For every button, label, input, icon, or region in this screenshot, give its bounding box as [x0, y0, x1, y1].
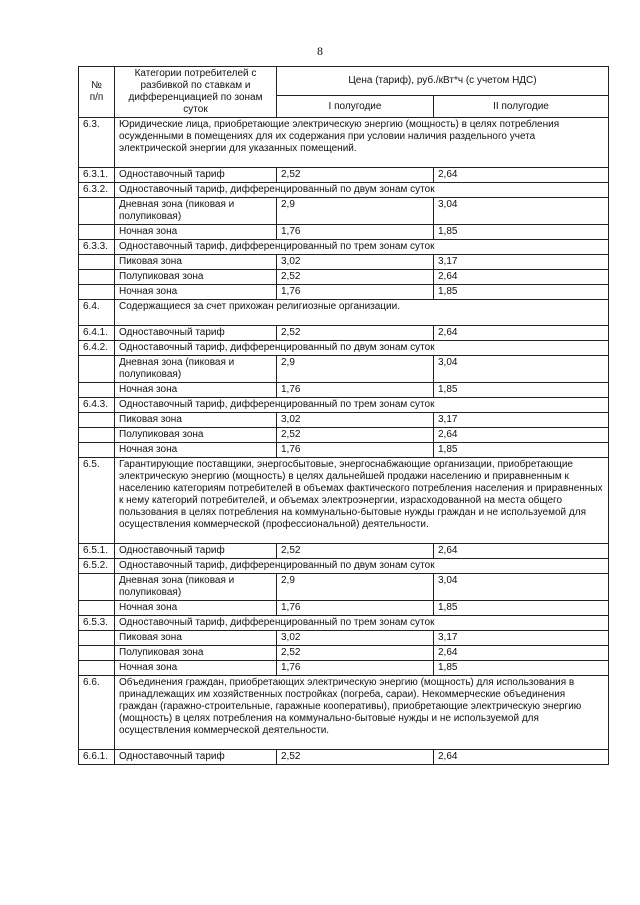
- zone-row: [79, 198, 609, 225]
- price-second-half: 1,85: [434, 443, 609, 458]
- zone-label: Полупиковая зона: [115, 428, 277, 443]
- price-second-half: 1,85: [434, 285, 609, 300]
- price-first-half: 2,52: [277, 544, 434, 559]
- row-number-empty: [79, 428, 115, 443]
- tariff-label: Одноставочный тариф: [115, 326, 277, 341]
- group-row: [79, 616, 609, 631]
- section-row: [79, 676, 609, 750]
- price-second-half: 2,64: [434, 168, 609, 183]
- row-number: 6.3.3.: [79, 240, 115, 255]
- zone-row: [79, 285, 609, 300]
- zone-label: Дневная зона (пиковая и полупиковая): [115, 574, 277, 601]
- zone-row: [79, 443, 609, 458]
- price-first-half: 1,76: [277, 601, 434, 616]
- zone-label: Ночная зона: [115, 601, 277, 616]
- price-second-half: 2,64: [434, 646, 609, 661]
- price-first-half: 1,76: [277, 443, 434, 458]
- zone-row: [79, 413, 609, 428]
- price-second-half: 3,04: [434, 198, 609, 225]
- zone-label: Полупиковая зона: [115, 646, 277, 661]
- zone-row: [79, 225, 609, 240]
- row-number-empty: [79, 198, 115, 225]
- zone-row: [79, 255, 609, 270]
- price-second-half: 2,64: [434, 750, 609, 765]
- zone-row: [79, 383, 609, 398]
- tariff-table: [78, 66, 609, 765]
- group-row: [79, 341, 609, 356]
- row-number: 6.3.2.: [79, 183, 115, 198]
- row-number-empty: [79, 285, 115, 300]
- table-header: [79, 67, 609, 118]
- zone-label: Ночная зона: [115, 443, 277, 458]
- row-number-empty: [79, 255, 115, 270]
- price-first-half: 2,52: [277, 270, 434, 285]
- price-second-half: 2,64: [434, 544, 609, 559]
- row-number: 6.3.: [79, 118, 115, 168]
- section-title: Объединения граждан, приобретающих электрическую энергию (мощность) для использования в принадлежащих им хозяйственных постройках (погреба, сараи). Некоммерческие объединения граждан (гаражно-строительные, гаражные кооперативы), приобретающие электрическую энергию (мощность) в целях потребления на коммунально-бытовые нужды и не используемой для осуществления коммерческой деятельности.: [115, 676, 609, 750]
- zone-row: [79, 356, 609, 383]
- row-number: 6.4.3.: [79, 398, 115, 413]
- row-number-empty: [79, 225, 115, 240]
- price-first-half: 2,9: [277, 574, 434, 601]
- group-title: Одноставочный тариф, дифференцированный по двум зонам суток: [115, 559, 609, 574]
- price-first-half: 1,76: [277, 661, 434, 676]
- price-second-half: 1,85: [434, 661, 609, 676]
- price-first-half: 1,76: [277, 225, 434, 240]
- header-first-half: I полугодие: [277, 96, 434, 118]
- zone-row: [79, 428, 609, 443]
- section-row: [79, 458, 609, 544]
- section-title: Содержащиеся за счет прихожан религиозные организации.: [115, 300, 609, 326]
- row-number-empty: [79, 413, 115, 428]
- group-row: [79, 183, 609, 198]
- tariff-row: [79, 168, 609, 183]
- section-row: [79, 300, 609, 326]
- section-title: Юридические лица, приобретающие электрическую энергию (мощность) в целях потребления осужденными в помещениях для их содержания при условии наличия раздельного учета электрической энергии для указанных помещений.: [115, 118, 609, 168]
- row-number: 6.5.3.: [79, 616, 115, 631]
- price-second-half: 1,85: [434, 225, 609, 240]
- zone-row: [79, 601, 609, 616]
- row-number-empty: [79, 356, 115, 383]
- row-number-empty: [79, 270, 115, 285]
- tariff-row: [79, 544, 609, 559]
- price-first-half: 2,9: [277, 356, 434, 383]
- price-second-half: 3,17: [434, 255, 609, 270]
- tariff-row: [79, 750, 609, 765]
- row-number: 6.4.1.: [79, 326, 115, 341]
- row-number: 6.5.1.: [79, 544, 115, 559]
- group-row: [79, 559, 609, 574]
- price-first-half: 2,52: [277, 326, 434, 341]
- zone-row: [79, 574, 609, 601]
- zone-label: Ночная зона: [115, 661, 277, 676]
- group-title: Одноставочный тариф, дифференцированный по трем зонам суток: [115, 398, 609, 413]
- zone-row: [79, 270, 609, 285]
- zone-row: [79, 631, 609, 646]
- price-first-half: 2,52: [277, 168, 434, 183]
- price-second-half: 2,64: [434, 428, 609, 443]
- row-number: 6.5.: [79, 458, 115, 544]
- zone-label: Ночная зона: [115, 285, 277, 300]
- header-price: Цена (тариф), руб./кВт*ч (с учетом НДС): [277, 67, 609, 96]
- page-number: 8: [317, 44, 323, 58]
- price-first-half: 2,52: [277, 646, 434, 661]
- price-first-half: 2,52: [277, 750, 434, 765]
- zone-label: Ночная зона: [115, 383, 277, 398]
- row-number-empty: [79, 443, 115, 458]
- row-number: 6.5.2.: [79, 559, 115, 574]
- price-first-half: 2,9: [277, 198, 434, 225]
- price-first-half: 3,02: [277, 255, 434, 270]
- row-number-empty: [79, 631, 115, 646]
- zone-label: Дневная зона (пиковая и полупиковая): [115, 356, 277, 383]
- tariff-label: Одноставочный тариф: [115, 544, 277, 559]
- zone-row: [79, 661, 609, 676]
- zone-label: Ночная зона: [115, 225, 277, 240]
- price-first-half: 2,52: [277, 428, 434, 443]
- section-title: Гарантирующие поставщики, энергосбытовые, энергоснабжающие организации, приобретающие электрическую энергию (мощность) в целях дальнейшей продажи населению и приравненным к населению категориям потребителей в объемах фактического потребления населения и приравненных к нему категорий потребителей, и объемах электроэнергии, израсходованной на места общего пользования в целях потребления на коммунально-бытовые нужды граждан и не используемой для осуществления коммерческой (профессиональной) деятельности.: [115, 458, 609, 544]
- section-row: [79, 118, 609, 168]
- table-body: [79, 118, 609, 765]
- row-number: 6.4.2.: [79, 341, 115, 356]
- row-number: 6.4.: [79, 300, 115, 326]
- row-number-empty: [79, 574, 115, 601]
- group-title: Одноставочный тариф, дифференцированный по двум зонам суток: [115, 341, 609, 356]
- price-second-half: 3,17: [434, 413, 609, 428]
- header-category: Категории потребителей с разбивкой по ставкам и дифференциацией по зонам суток: [115, 67, 277, 118]
- price-first-half: 1,76: [277, 285, 434, 300]
- tariff-label: Одноставочный тариф: [115, 750, 277, 765]
- row-number-empty: [79, 646, 115, 661]
- price-first-half: 3,02: [277, 631, 434, 646]
- row-number-empty: [79, 661, 115, 676]
- price-second-half: 1,85: [434, 601, 609, 616]
- tariff-row: [79, 326, 609, 341]
- header-second-half: II полугодие: [434, 96, 609, 118]
- price-first-half: 3,02: [277, 413, 434, 428]
- price-second-half: 2,64: [434, 270, 609, 285]
- row-number: 6.6.: [79, 676, 115, 750]
- zone-label: Полупиковая зона: [115, 270, 277, 285]
- zone-label: Пиковая зона: [115, 413, 277, 428]
- row-number-empty: [79, 601, 115, 616]
- price-first-half: 1,76: [277, 383, 434, 398]
- row-number-empty: [79, 383, 115, 398]
- zone-label: Дневная зона (пиковая и полупиковая): [115, 198, 277, 225]
- group-title: Одноставочный тариф, дифференцированный по двум зонам суток: [115, 183, 609, 198]
- zone-label: Пиковая зона: [115, 255, 277, 270]
- price-second-half: 1,85: [434, 383, 609, 398]
- group-row: [79, 398, 609, 413]
- row-number: 6.6.1.: [79, 750, 115, 765]
- price-second-half: 3,17: [434, 631, 609, 646]
- group-row: [79, 240, 609, 255]
- price-second-half: 3,04: [434, 574, 609, 601]
- group-title: Одноставочный тариф, дифференцированный по трем зонам суток: [115, 616, 609, 631]
- zone-label: Пиковая зона: [115, 631, 277, 646]
- group-title: Одноставочный тариф, дифференцированный по трем зонам суток: [115, 240, 609, 255]
- tariff-label: Одноставочный тариф: [115, 168, 277, 183]
- price-second-half: 2,64: [434, 326, 609, 341]
- row-number: 6.3.1.: [79, 168, 115, 183]
- price-second-half: 3,04: [434, 356, 609, 383]
- zone-row: [79, 646, 609, 661]
- header-number: № п/п: [79, 67, 115, 118]
